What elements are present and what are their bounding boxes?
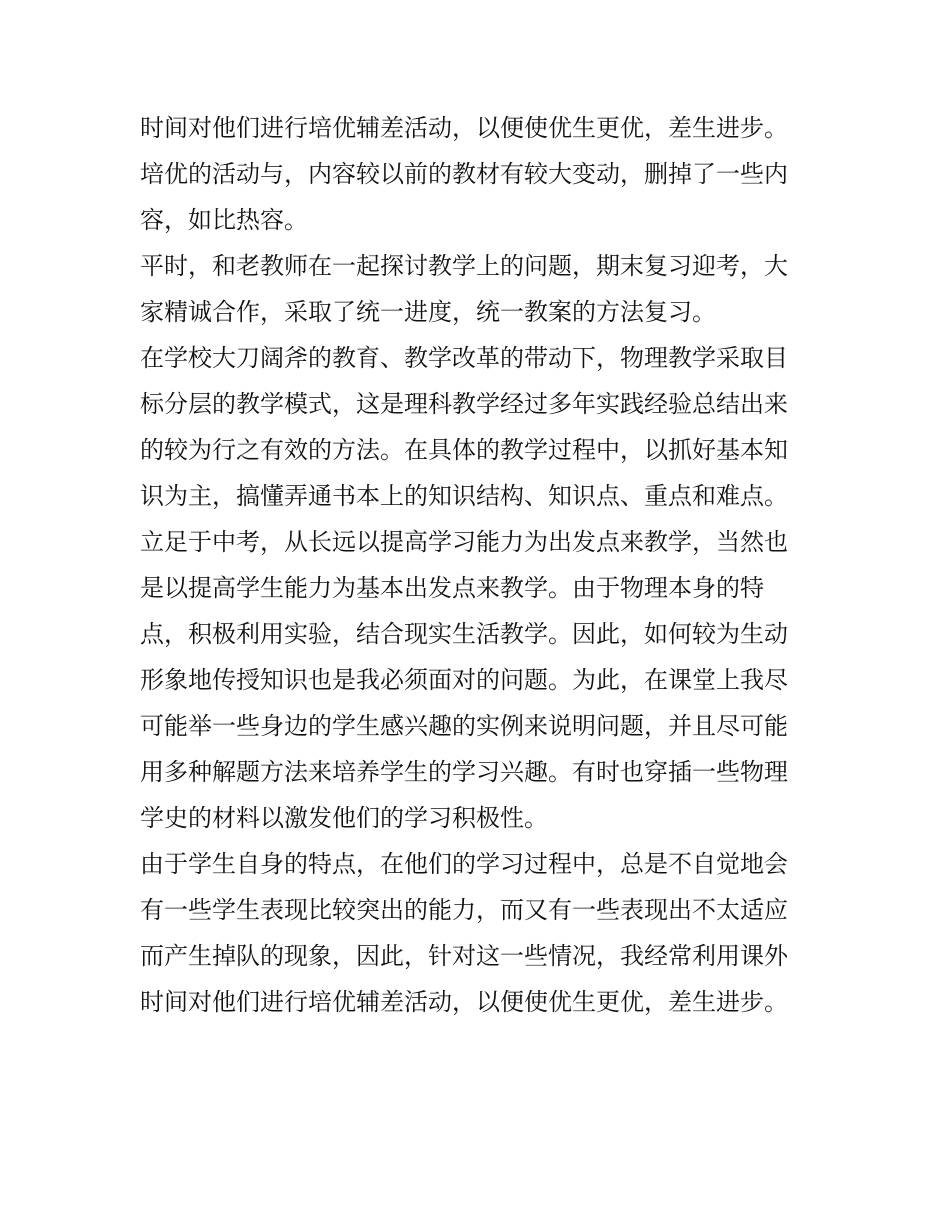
- text-line-4: 平时，和老教师在一起探讨教学上的问题，期末复习迎考，大: [140, 252, 788, 280]
- text-line-13: 形象地传授知识也是我必须面对的问题。为此，在课堂上我尽: [140, 666, 788, 694]
- text-line-16: 学史的材料以激发他们的学习积极性。: [140, 804, 548, 832]
- text-line-12: 点，积极利用实验，结合现实生活教学。因此，如何较为生动: [140, 620, 788, 648]
- text-line-17: 由于学生自身的特点，在他们的学习过程中，总是不自觉地会: [140, 850, 788, 878]
- text-line-10: 立足于中考，从长远以提高学习能力为出发点来教学，当然也: [140, 528, 788, 556]
- text-line-15: 用多种解题方法来培养学生的学习兴趣。有时也穿插一些物理: [140, 758, 788, 786]
- text-line-18: 有一些学生表现比较突出的能力，而又有一些表现出不太适应: [140, 896, 788, 924]
- document-body: [140, 105, 812, 1025]
- text-line-19: 而产生掉队的现象，因此，针对这一些情况，我经常利用课外: [140, 942, 788, 970]
- text-line-1: 时间对他们进行培优辅差活动，以便使优生更优，差生进步。: [140, 114, 788, 142]
- text-line-14: 可能举一些身边的学生感兴趣的实例来说明问题，并且尽可能: [140, 712, 788, 740]
- text-line-11: 是以提高学生能力为基本出发点来教学。由于物理本身的特: [140, 574, 764, 602]
- text-line-6: 在学校大刀阔斧的教育、教学改革的带动下，物理教学采取目: [140, 344, 788, 372]
- text-line-9: 识为主，搞懂弄通书本上的知识结构、知识点、重点和难点。: [140, 482, 788, 510]
- text-line-20: 时间对他们进行培优辅差活动，以便使优生更优，差生进步。: [140, 988, 788, 1016]
- text-line-5: 家精诚合作，采取了统一进度，统一教案的方法复习。: [140, 298, 716, 326]
- text-line-3: 容，如比热容。: [140, 206, 308, 234]
- text-line-7: 标分层的教学模式，这是理科教学经过多年实践经验总结出来: [140, 390, 788, 418]
- text-line-2: 培优的活动与，内容较以前的教材有较大变动，删掉了一些内: [140, 160, 788, 188]
- text-line-8: 的较为行之有效的方法。在具体的教学过程中，以抓好基本知: [140, 436, 788, 464]
